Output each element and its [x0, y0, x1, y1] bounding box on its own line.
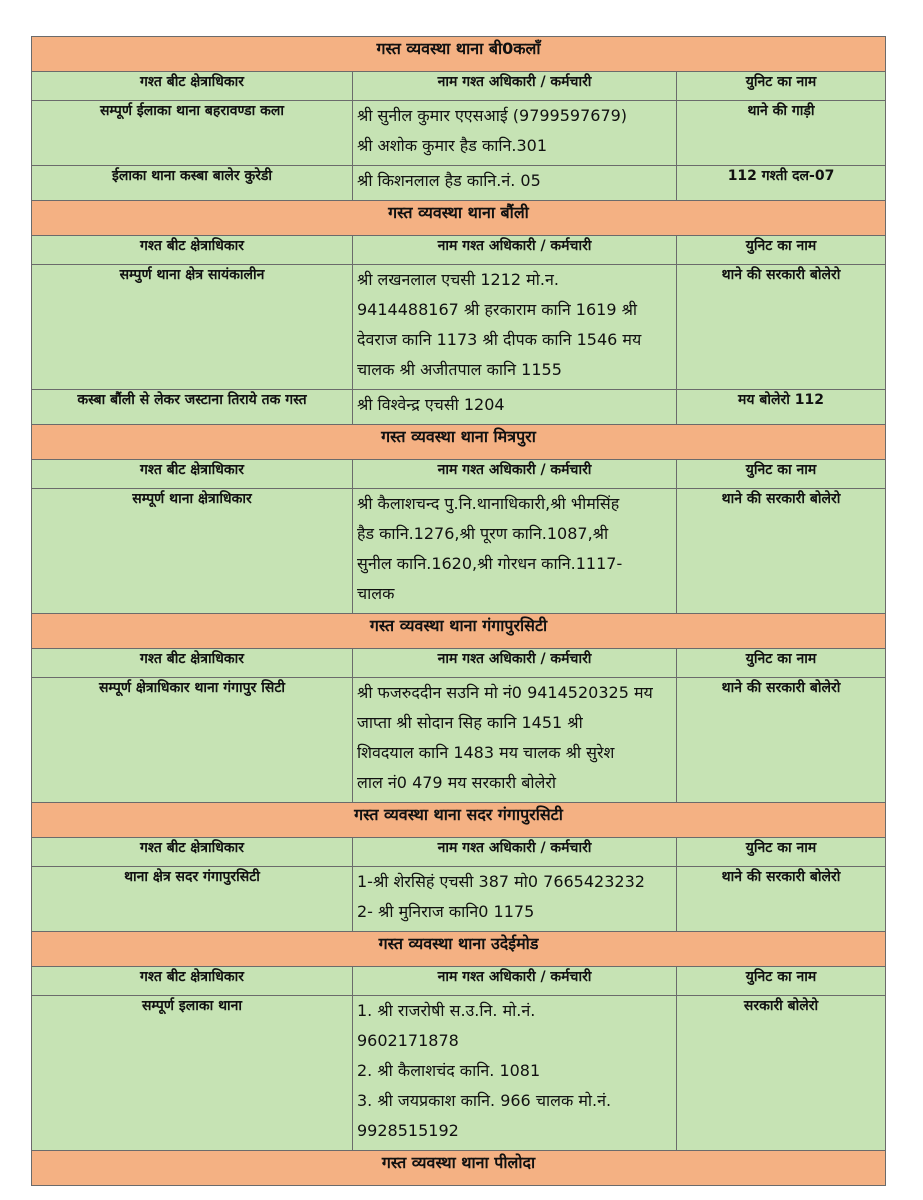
unit-name-cell: सरकारी बोलेरो: [677, 996, 886, 1151]
officer-names-cell: [353, 265, 677, 390]
column-header-row: [32, 72, 886, 101]
header-unit-name: युनिट का नाम: [677, 236, 886, 265]
officer-line: हैड कानि.1276,श्री पूरण कानि.1087,श्री: [357, 524, 609, 543]
section-title-row: [32, 1151, 886, 1186]
officer-line: श्री कैलाशचन्द पु.नि.थानाधिकारी,श्री भीमसिंह: [357, 494, 620, 513]
officer-line: 1. श्री राजरोषी स.उ.नि. मो.नं.: [357, 1001, 536, 1020]
officer-line: श्री अशोक कुमार हैड कानि.301: [357, 136, 548, 155]
section-title-row: [32, 803, 886, 838]
unit-name-cell: थाने की सरकारी बोलेरो: [677, 489, 886, 614]
officer-line: श्री सुनील कुमार एएसआई (9799597679): [357, 106, 628, 125]
beat-area-cell: थाना क्षेत्र सदर गंगापुरसिटी: [32, 867, 353, 932]
officer-line: 9602171878: [357, 1031, 459, 1050]
beat-area-cell: सम्पुर्ण थाना क्षेत्र सायंकालीन: [32, 265, 353, 390]
section-title-row: [32, 425, 886, 460]
header-beat-area: गश्त बीट क्षेत्राधिकार: [32, 838, 353, 867]
unit-name-cell: थाने की सरकारी बोलेरो: [677, 867, 886, 932]
patrol-schedule-table: [31, 36, 886, 1186]
officer-line: सुनील कानि.1620,श्री गोरधन कानि.1117-: [357, 554, 623, 573]
officer-line: देवराज कानि 1173 श्री दीपक कानि 1546 मय: [357, 330, 642, 349]
section-title-row: [32, 201, 886, 236]
section-title: गस्त व्यवस्था थाना गंगापुरसिटी: [32, 614, 886, 649]
officer-line: 9414488167 श्री हरकाराम कानि 1619 श्री: [357, 300, 638, 319]
table-row: [32, 489, 886, 614]
column-header-row: [32, 967, 886, 996]
header-unit-name: युनिट का नाम: [677, 838, 886, 867]
officer-names-cell: [353, 678, 677, 803]
section-title: गस्त व्यवस्था थाना बौंली: [32, 201, 886, 236]
header-beat-area: गश्त बीट क्षेत्राधिकार: [32, 967, 353, 996]
header-officer-name: नाम गश्त अधिकारी / कर्मचारी: [353, 460, 677, 489]
header-unit-name: युनिट का नाम: [677, 967, 886, 996]
officer-line: श्री फजरुददीन सउनि मो नं0 9414520325 मय: [357, 683, 653, 702]
beat-area-cell: सम्पूर्ण थाना क्षेत्राधिकार: [32, 489, 353, 614]
header-unit-name: युनिट का नाम: [677, 460, 886, 489]
officer-line: चालक श्री अजीतपाल कानि 1155: [357, 360, 562, 379]
section-title: गस्त व्यवस्था थाना मित्रपुरा: [32, 425, 886, 460]
table-row: [32, 166, 886, 201]
officer-line: श्री किशनलाल हैड कानि.नं. 05: [357, 171, 541, 190]
officer-line: जाप्ता श्री सोदान सिह कानि 1451 श्री: [357, 713, 583, 732]
header-officer-name: नाम गश्त अधिकारी / कर्मचारी: [353, 236, 677, 265]
section-title: गस्त व्यवस्था थाना उदेईमोड: [32, 932, 886, 967]
unit-name-cell: थाने की सरकारी बोलेरो: [677, 265, 886, 390]
header-unit-name: युनिट का नाम: [677, 72, 886, 101]
unit-name-cell: 112 गश्ती दल-07: [677, 166, 886, 201]
officer-line: लाल नं0 479 मय सरकारी बोलेरो: [357, 773, 557, 792]
column-header-row: [32, 838, 886, 867]
officer-names-cell: [353, 101, 677, 166]
beat-area-cell: कस्बा बौंली से लेकर जस्टाना तिराये तक गस्त: [32, 390, 353, 425]
header-beat-area: गश्त बीट क्षेत्राधिकार: [32, 236, 353, 265]
table-row: [32, 867, 886, 932]
header-beat-area: गश्त बीट क्षेत्राधिकार: [32, 649, 353, 678]
officer-line: श्री लखनलाल एचसी 1212 मो.न.: [357, 270, 559, 289]
officer-line: चालक: [357, 584, 395, 603]
table-row: [32, 996, 886, 1151]
beat-area-cell: ईलाका थाना कस्बा बालेर कुरेडी: [32, 166, 353, 201]
officer-line: 9928515192: [357, 1121, 459, 1140]
officer-names-cell: [353, 996, 677, 1151]
table-row: [32, 390, 886, 425]
officer-line: शिवदयाल कानि 1483 मय चालक श्री सुरेश: [357, 743, 615, 762]
beat-area-cell: सम्पूर्ण क्षेत्राधिकार थाना गंगापुर सिटी: [32, 678, 353, 803]
section-title: गस्त व्यवस्था थाना पीलोदा: [32, 1151, 886, 1186]
header-officer-name: नाम गश्त अधिकारी / कर्मचारी: [353, 649, 677, 678]
table-row: [32, 265, 886, 390]
section-title-row: [32, 37, 886, 72]
officer-names-cell: [353, 166, 677, 201]
officer-names-cell: [353, 390, 677, 425]
officer-line: 1-श्री शेरसिहं एचसी 387 मो0 7665423232: [357, 872, 645, 891]
beat-area-cell: सम्पूर्ण इलाका थाना: [32, 996, 353, 1151]
header-officer-name: नाम गश्त अधिकारी / कर्मचारी: [353, 72, 677, 101]
table-row: [32, 678, 886, 803]
header-beat-area: गश्त बीट क्षेत्राधिकार: [32, 72, 353, 101]
section-title-row: [32, 614, 886, 649]
section-title: गस्त व्यवस्था थाना बी0कलाँ: [32, 37, 886, 72]
officer-line: श्री विश्वेन्द्र एचसी 1204: [357, 395, 505, 414]
header-officer-name: नाम गश्त अधिकारी / कर्मचारी: [353, 838, 677, 867]
beat-area-cell: सम्पूर्ण ईलाका थाना बहरावण्डा कला: [32, 101, 353, 166]
header-beat-area: गश्त बीट क्षेत्राधिकार: [32, 460, 353, 489]
officer-names-cell: [353, 867, 677, 932]
column-header-row: [32, 649, 886, 678]
officer-line: 3. श्री जयप्रकाश कानि. 966 चालक मो.नं.: [357, 1091, 612, 1110]
officer-line: 2- श्री मुनिराज कानि0 1175: [357, 902, 535, 921]
section-title-row: [32, 932, 886, 967]
section-title: गस्त व्यवस्था थाना सदर गंगापुरसिटी: [32, 803, 886, 838]
unit-name-cell: मय बोलेरो 112: [677, 390, 886, 425]
column-header-row: [32, 460, 886, 489]
column-header-row: [32, 236, 886, 265]
header-officer-name: नाम गश्त अधिकारी / कर्मचारी: [353, 967, 677, 996]
table-row: [32, 101, 886, 166]
unit-name-cell: थाने की सरकारी बोलेरो: [677, 678, 886, 803]
officer-line: 2. श्री कैलाशचंद कानि. 1081: [357, 1061, 541, 1080]
unit-name-cell: थाने की गाड़ी: [677, 101, 886, 166]
header-unit-name: युनिट का नाम: [677, 649, 886, 678]
officer-names-cell: [353, 489, 677, 614]
